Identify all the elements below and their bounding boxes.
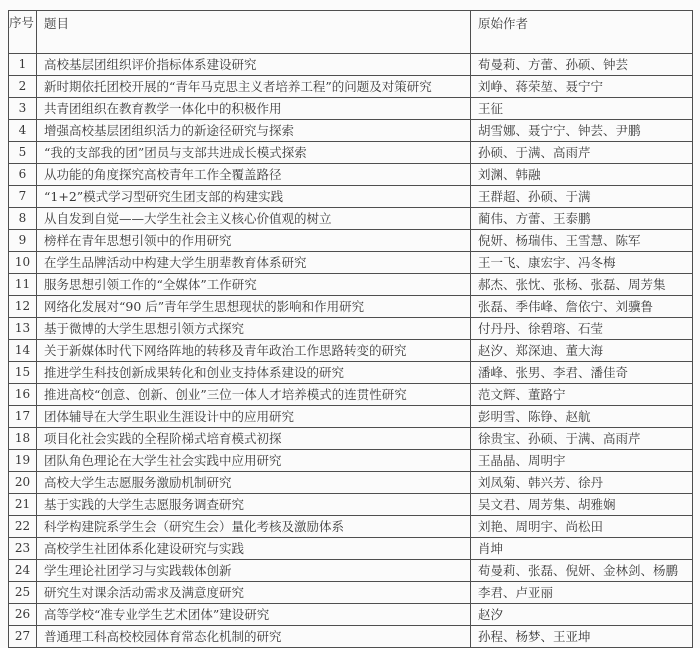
row-authors: 王一飞、康宏宇、冯冬梅 [471,252,693,274]
row-title: 推进学生科技创新成果转化和创业支持体系建设的研究 [37,362,471,384]
table-row [9,274,693,296]
table-row [9,54,693,76]
row-authors: 郝杰、张忱、张杨、张磊、周芳集 [471,274,693,296]
row-authors: 范文辉、董路宁 [471,384,693,406]
row-authors: 王征 [471,98,693,120]
row-index: 27 [9,626,37,648]
row-authors: 胡雪娜、聂宁宁、钟芸、尹鹏 [471,120,693,142]
row-authors: 蔺伟、方蕾、王泰鹏 [471,208,693,230]
table-row [9,340,693,362]
row-authors: 王晶晶、周明宇 [471,450,693,472]
row-title: 网络化发展对“90 后”青年学生思想现状的影响和作用研究 [37,296,471,318]
row-authors: 赵汐、郑深迪、董大海 [471,340,693,362]
row-title: “我的支部我的团”团员与支部共进成长模式探索 [37,142,471,164]
row-index: 13 [9,318,37,340]
table-row [9,362,693,384]
row-authors: 荀曼莉、方蕾、孙硕、钟芸 [471,54,693,76]
row-title: 高校学生社团体系化建设研究与实践 [37,538,471,560]
row-authors: 王群超、孙硕、于满 [471,186,693,208]
row-authors: 彭明雪、陈铮、赵航 [471,406,693,428]
row-title: “1+2”模式学习型研究生团支部的构建实践 [37,186,471,208]
row-title: 推进高校“创意、创新、创业”三位一体人才培养模式的连贯性研究 [37,384,471,406]
header-title: 题目 [37,11,471,54]
row-title: 高校基层团组织评价指标体系建设研究 [37,54,471,76]
row-index: 4 [9,120,37,142]
table-row [9,516,693,538]
row-index: 15 [9,362,37,384]
row-index: 21 [9,494,37,516]
row-index: 25 [9,582,37,604]
table-row [9,494,693,516]
row-authors: 荀曼莉、张磊、倪妍、金林剑、杨鹏 [471,560,693,582]
row-authors: 张磊、季伟峰、詹依宁、刘骥鲁 [471,296,693,318]
header-index: 序号 [9,11,37,54]
table-row [9,186,693,208]
row-index: 7 [9,186,37,208]
row-index: 11 [9,274,37,296]
table-row [9,208,693,230]
row-index: 19 [9,450,37,472]
row-title: 在学生品牌活动中构建大学生朋辈教育体系研究 [37,252,471,274]
row-index: 24 [9,560,37,582]
row-authors: 刘凤菊、韩兴芳、徐丹 [471,472,693,494]
row-title: 团体辅导在大学生职业生涯设计中的应用研究 [37,406,471,428]
table-row [9,626,693,648]
table-row [9,406,693,428]
row-authors: 潘峰、张男、李君、潘佳奇 [471,362,693,384]
row-index: 17 [9,406,37,428]
table-body [9,54,693,648]
row-index: 12 [9,296,37,318]
table-row [9,604,693,626]
table-header-row [9,11,693,54]
row-authors: 刘峥、蒋荣堃、聂宁宁 [471,76,693,98]
table-row [9,472,693,494]
row-title: 榜样在青年思想引领中的作用研究 [37,230,471,252]
row-authors: 赵汐 [471,604,693,626]
row-index: 3 [9,98,37,120]
row-index: 5 [9,142,37,164]
table-row [9,76,693,98]
row-authors: 付丹丹、徐碧瑢、石莹 [471,318,693,340]
row-index: 2 [9,76,37,98]
row-title: 从功能的角度探究高校青年工作全覆盖路径 [37,164,471,186]
row-title: 增强高校基层团组织活力的新途径研究与探索 [37,120,471,142]
row-title: 关于新媒体时代下网络阵地的转移及青年政治工作思路转变的研究 [37,340,471,362]
row-authors: 肖坤 [471,538,693,560]
table-row [9,142,693,164]
row-index: 16 [9,384,37,406]
row-index: 8 [9,208,37,230]
header-authors: 原始作者 [471,11,693,54]
row-authors: 李君、卢亚丽 [471,582,693,604]
table-row [9,98,693,120]
table-row [9,384,693,406]
row-index: 10 [9,252,37,274]
row-title: 高校大学生志愿服务激励机制研究 [37,472,471,494]
row-title: 学生理论社团学习与实践载体创新 [37,560,471,582]
row-title: 共青团组织在教育教学一体化中的积极作用 [37,98,471,120]
row-index: 23 [9,538,37,560]
row-title: 科学构建院系学生会（研究生会）量化考核及激励体系 [37,516,471,538]
table-row [9,450,693,472]
table-row [9,296,693,318]
row-authors: 刘艳、周明宇、尚松田 [471,516,693,538]
research-topics-table [8,10,693,648]
row-authors: 吴文君、周芳集、胡雅娴 [471,494,693,516]
row-index: 18 [9,428,37,450]
row-index: 20 [9,472,37,494]
row-index: 14 [9,340,37,362]
table-row [9,560,693,582]
table-row [9,318,693,340]
table-row [9,120,693,142]
row-title: 研究生对课余活动需求及满意度研究 [37,582,471,604]
row-index: 22 [9,516,37,538]
row-index: 6 [9,164,37,186]
row-authors: 孙程、杨梦、王亚坤 [471,626,693,648]
row-title: 服务思想引领工作的“全媒体”工作研究 [37,274,471,296]
table-row [9,582,693,604]
row-index: 9 [9,230,37,252]
row-index: 1 [9,54,37,76]
row-authors: 倪妍、杨瑞伟、王雪慧、陈军 [471,230,693,252]
row-authors: 孙硕、于满、高雨芹 [471,142,693,164]
row-title: 基于实践的大学生志愿服务调查研究 [37,494,471,516]
table-row [9,252,693,274]
table-row [9,428,693,450]
row-title: 高等学校“准专业学生艺术团体”建设研究 [37,604,471,626]
table-row [9,164,693,186]
row-title: 团队角色理论在大学生社会实践中应用研究 [37,450,471,472]
row-index: 26 [9,604,37,626]
row-title: 从自发到自觉——大学生社会主义核心价值观的树立 [37,208,471,230]
row-title: 普通理工科高校校园体育常态化机制的研究 [37,626,471,648]
row-authors: 徐贵宝、孙硕、于满、高雨芹 [471,428,693,450]
table-row [9,538,693,560]
row-title: 新时期依托团校开展的“青年马克思主义者培养工程”的问题及对策研究 [37,76,471,98]
row-title: 项目化社会实践的全程阶梯式培育模式初探 [37,428,471,450]
row-authors: 刘渊、韩融 [471,164,693,186]
table-row [9,230,693,252]
row-title: 基于微博的大学生思想引领方式探究 [37,318,471,340]
